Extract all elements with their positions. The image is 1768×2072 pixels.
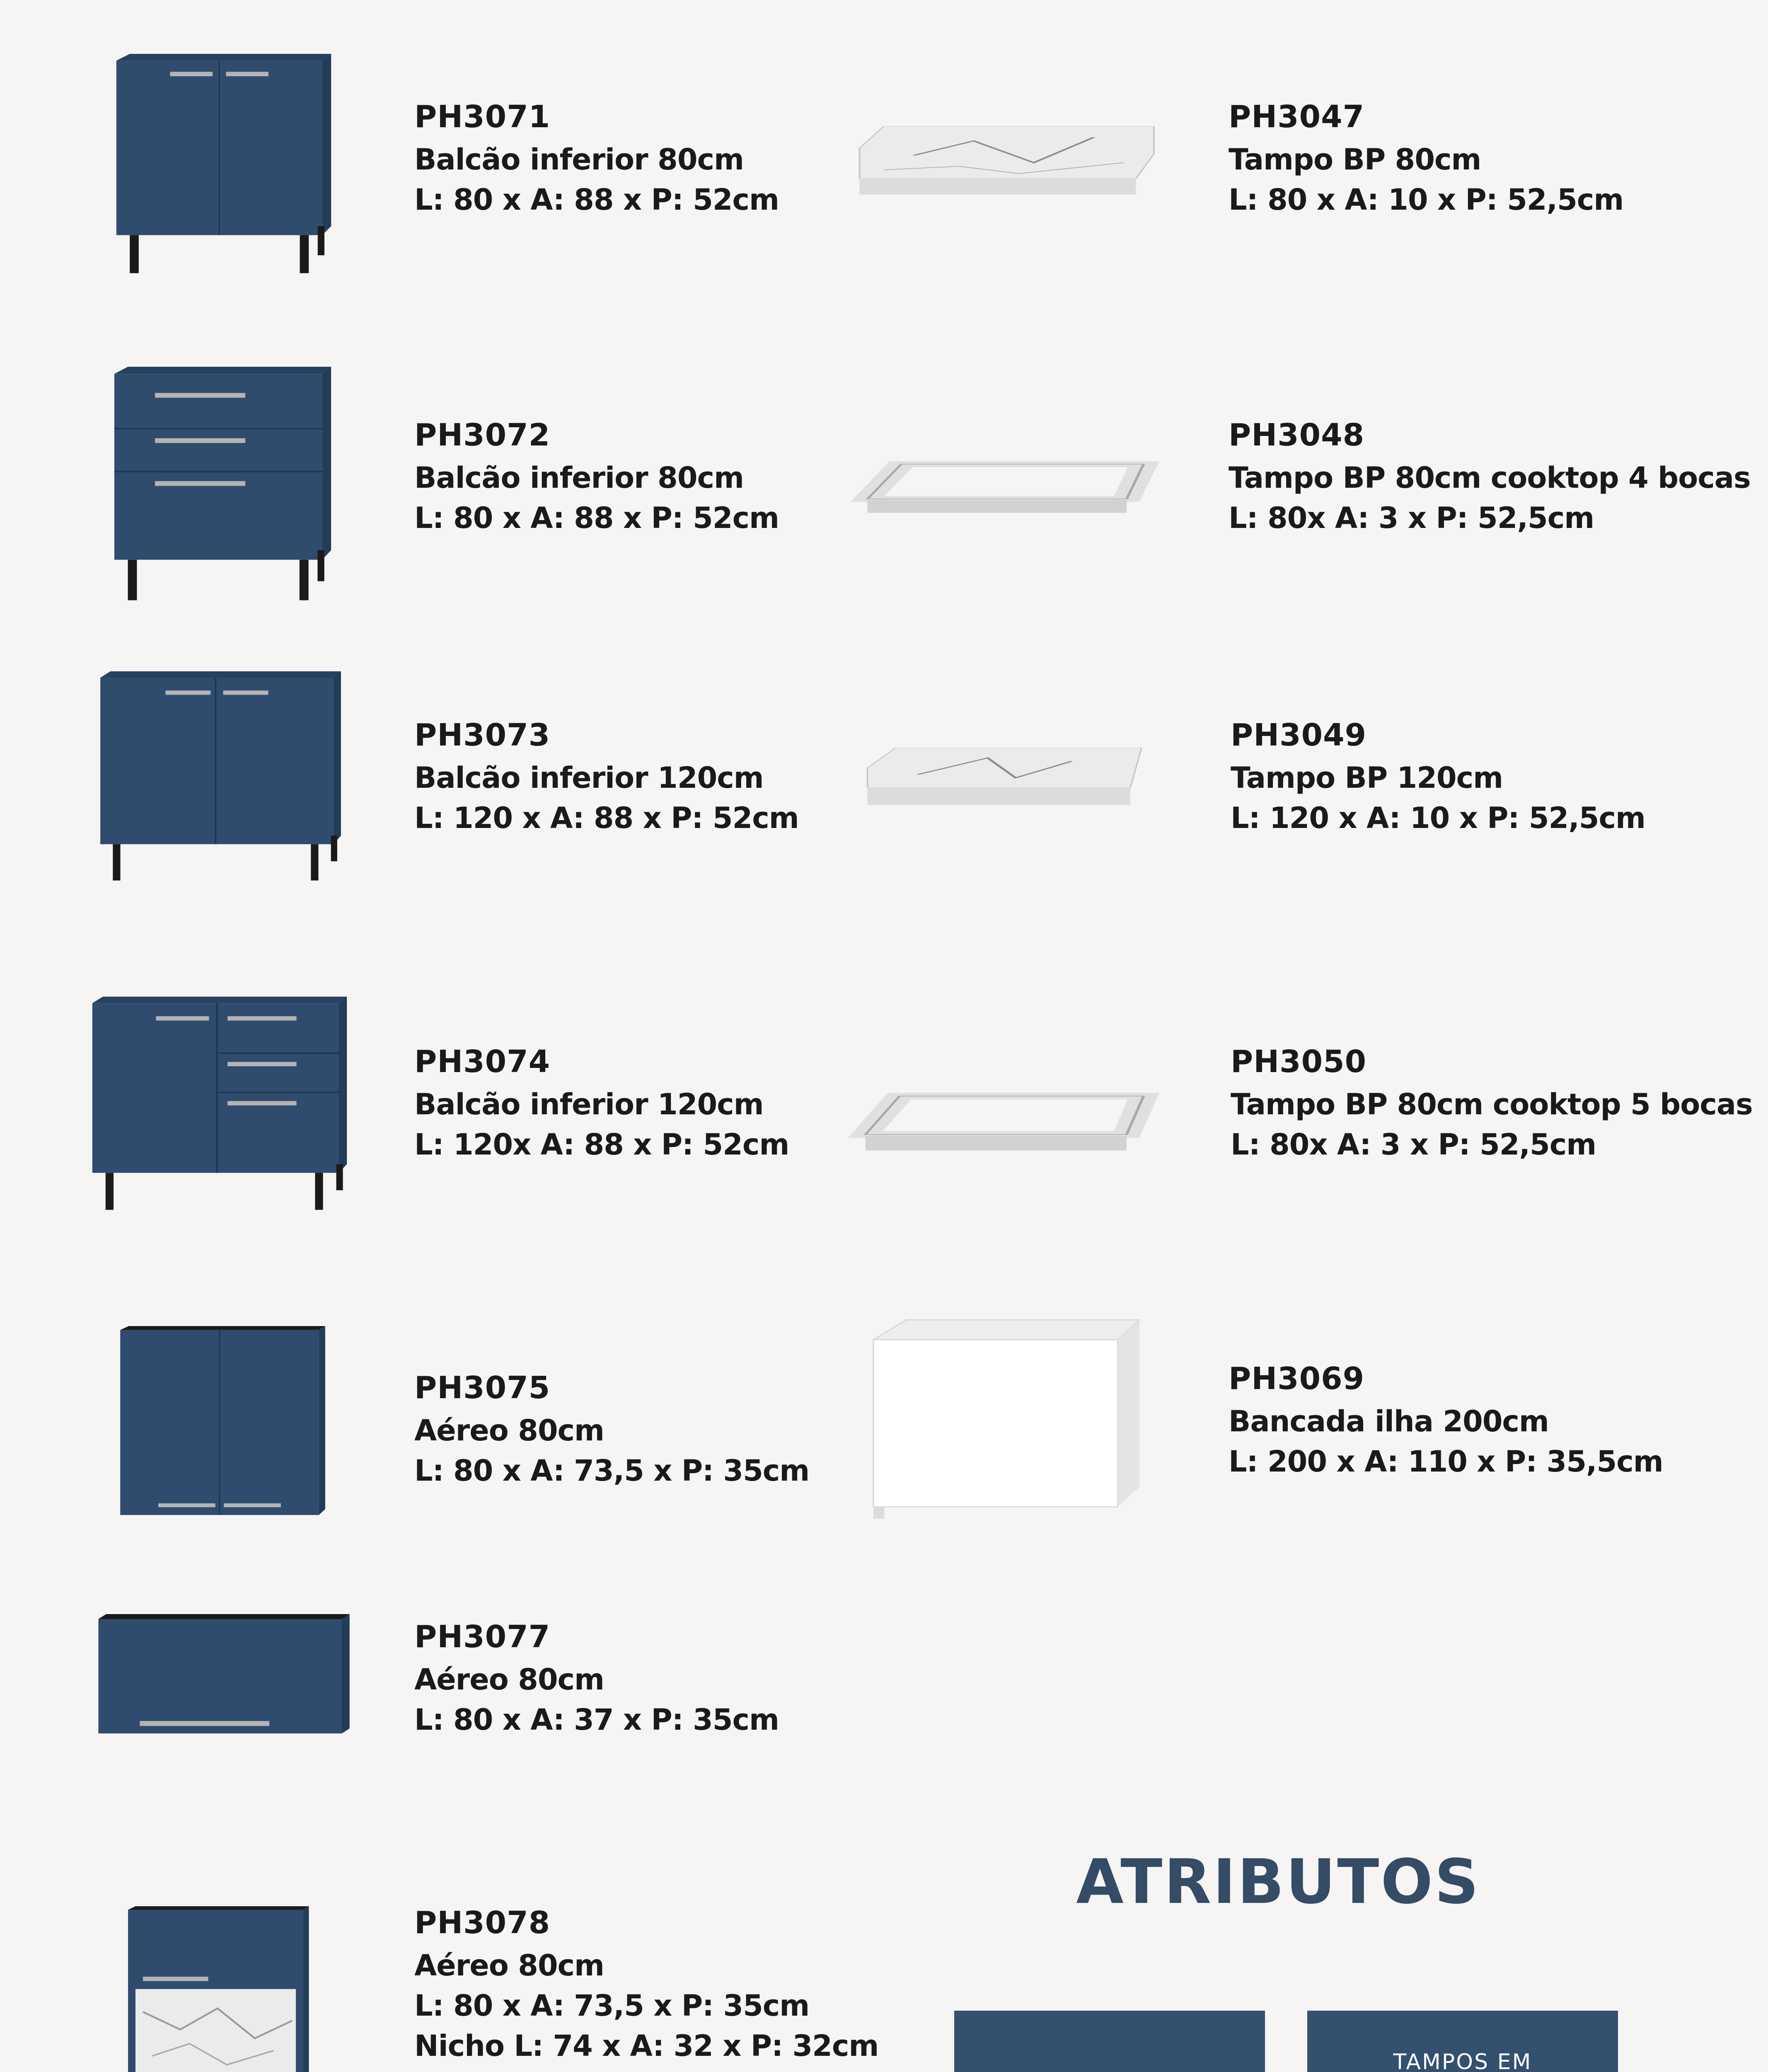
product-dimensions: L: 200 x A: 110 x P: 35,5cm <box>1229 1445 1663 1479</box>
product-code: PH3047 <box>1229 99 1365 135</box>
base-cabinet-2-doors-image <box>112 54 336 278</box>
island-counter-large-image <box>868 1320 1139 1519</box>
base-cabinet-3-drawers-image <box>110 367 336 605</box>
product-dimensions: L: 80 x A: 88 x P: 52cm <box>414 183 779 217</box>
product-ph3073 <box>414 717 799 838</box>
product-code: PH3073 <box>414 717 551 753</box>
product-code: PH3074 <box>414 1044 551 1080</box>
product-name: Aéreo 80cm <box>414 1663 604 1697</box>
product-code: PH3050 <box>1231 1044 1367 1080</box>
base-cabinet-door-drawers-image <box>87 997 352 1214</box>
product-dimensions: L: 80x A: 3 x P: 52,5cm <box>1229 501 1594 535</box>
product-code: PH3075 <box>414 1370 551 1406</box>
countertop-80-image <box>854 126 1154 199</box>
product-code: PH3049 <box>1231 717 1367 753</box>
product-ph3077 <box>414 1619 779 1740</box>
product-name: Aéreo 80cm <box>414 1414 604 1447</box>
product-code: PH3077 <box>414 1619 551 1655</box>
product-dimensions: L: 80 x A: 88 x P: 52cm <box>414 501 779 535</box>
product-ph3078 <box>414 1907 878 2066</box>
product-dimensions: L: 80 x A: 10 x P: 52,5cm <box>1229 183 1624 217</box>
product-ph3072 <box>414 417 779 538</box>
attribute-tile-tampos <box>1307 2011 1618 2072</box>
product-code: PH3048 <box>1229 417 1365 453</box>
tile-line: TAMPOS EM <box>1393 2050 1532 2072</box>
product-niche-dimensions: Nicho L: 74 x A: 32 x P: 32cm <box>414 2029 879 2063</box>
countertop-frame-5-image <box>860 1096 1144 1162</box>
product-dimensions: L: 120 x A: 10 x P: 52,5cm <box>1231 801 1645 835</box>
product-ph3074 <box>414 1046 789 1165</box>
product-code: PH3069 <box>1229 1361 1365 1397</box>
countertop-frame-4-image <box>862 464 1144 522</box>
product-ph3069 <box>1229 1363 1663 1482</box>
product-code: PH3071 <box>414 99 551 135</box>
wall-cabinet-2-doors-image <box>116 1326 327 1521</box>
wall-cabinet-niche-image <box>124 1906 311 2072</box>
product-code: PH3072 <box>414 417 551 453</box>
product-dimensions: L: 120 x A: 88 x P: 52cm <box>414 801 799 835</box>
product-ph3048 <box>1229 417 1751 538</box>
product-ph3050 <box>1231 1046 1753 1165</box>
product-ph3075 <box>414 1372 809 1491</box>
product-name: Balcão inferior 120cm <box>414 761 764 795</box>
product-name: Tampo BP 120cm <box>1231 761 1503 795</box>
product-ph3071 <box>414 99 779 220</box>
product-name: Tampo BP 80cm cooktop 4 bocas <box>1229 461 1751 495</box>
product-name: Tampo BP 80cm cooktop 5 bocas <box>1231 1087 1753 1121</box>
product-code: PH3078 <box>414 1905 551 1941</box>
product-ph3049 <box>1231 717 1645 838</box>
product-dimensions: L: 120x A: 88 x P: 52cm <box>414 1128 789 1162</box>
wall-cabinet-flap-image <box>93 1614 352 1738</box>
product-dimensions: L: 80 x A: 73,5 x P: 35cm <box>414 1989 810 2023</box>
product-dimensions: L: 80 x A: 73,5 x P: 35cm <box>414 1454 810 1488</box>
product-dimensions: L: 80 x A: 37 x P: 35cm <box>414 1703 779 1737</box>
product-name: Bancada ilha 200cm <box>1229 1404 1549 1438</box>
product-name: Balcão inferior 120cm <box>414 1087 764 1121</box>
base-cabinet-2-doors-wide-image <box>95 671 346 885</box>
product-dimensions: L: 80x A: 3 x P: 52,5cm <box>1231 1128 1596 1162</box>
product-name: Balcão inferior 80cm <box>414 461 744 495</box>
product-name: Balcão inferior 80cm <box>414 143 744 177</box>
product-name: Tampo BP 80cm <box>1229 143 1481 177</box>
countertop-120-image <box>862 748 1142 814</box>
product-ph3047 <box>1229 99 1624 220</box>
product-name: Aéreo 80cm <box>414 1949 604 1982</box>
attribute-tile-puxadores <box>954 2011 1265 2072</box>
attributes-title: ATRIBUTOS <box>1076 1846 1480 1917</box>
